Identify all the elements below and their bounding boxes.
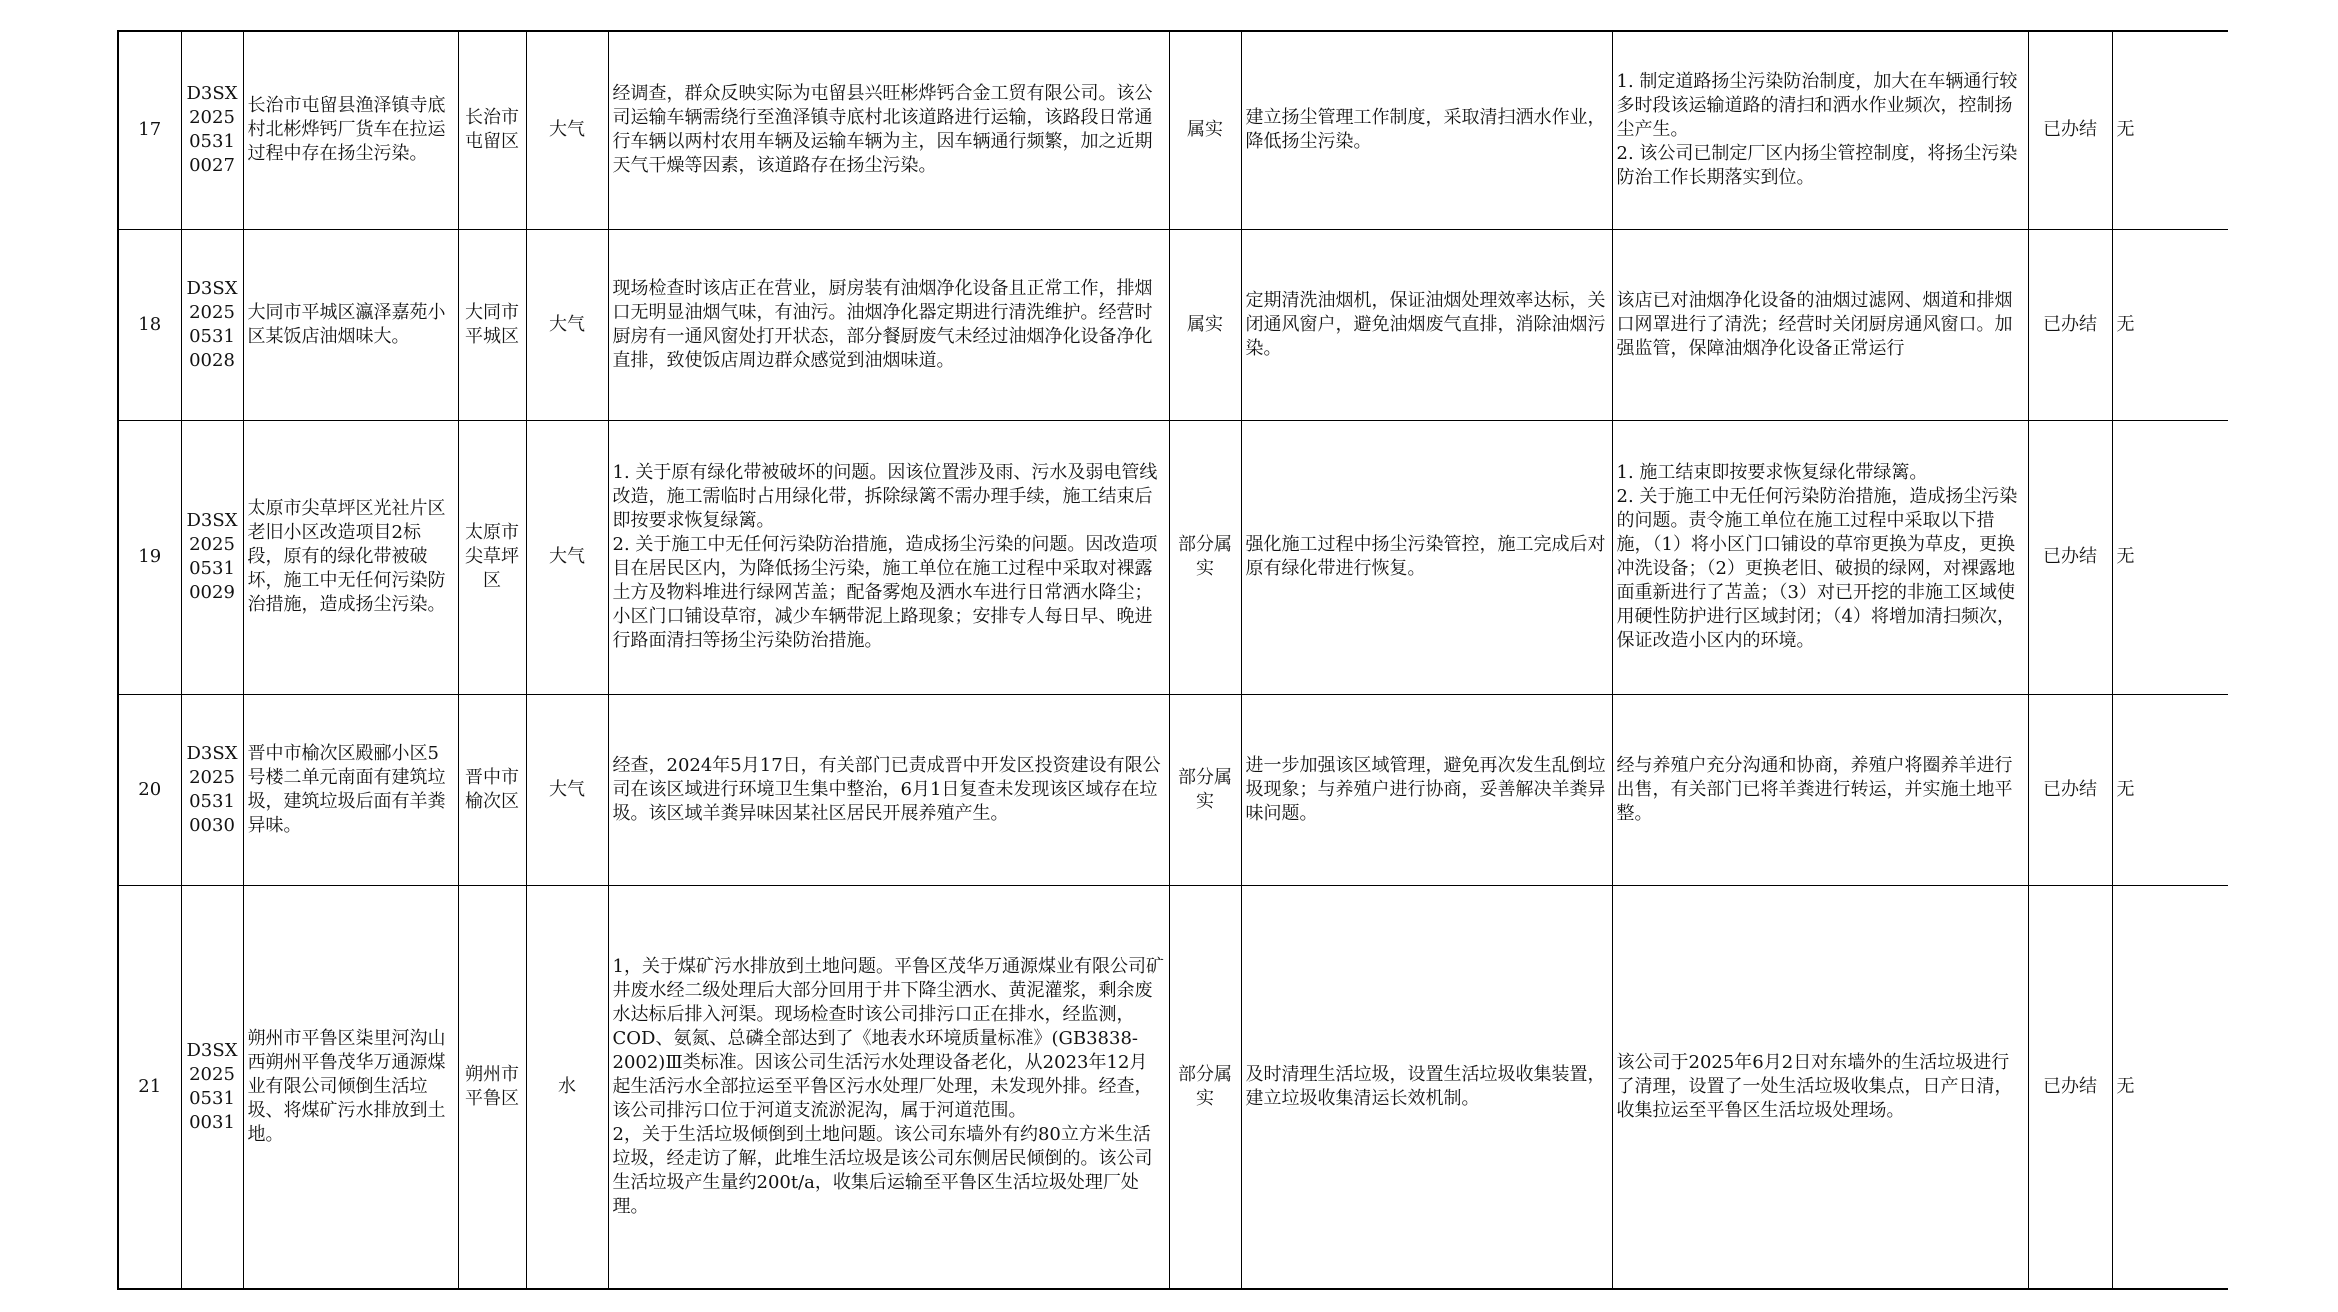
table-row [118,31,2228,229]
completion-status: 已办结 [2028,420,2112,694]
investigation-findings: 现场检查时该店正在营业，厨房装有油烟净化设备且正常工作，排烟口无明显油烟气味，有油污。油烟净化器定期进行清洗维护。经营时厨房有一通风窗处打开状态，部分餐厨废气未经过油烟净化设备净化直排，致使饭店周边群众感觉到油烟味道。 [612,277,1153,371]
pollution-type: 大气 [526,420,608,694]
rectification-actions: 经与养殖户充分沟通和协商，养殖户将圈养羊进行出售，有关部门已将羊粪进行转运，并实施土地平整。 [1616,754,2013,824]
administrative-region: 太原市尖草坪区 [458,420,526,694]
table-row [118,694,2228,885]
row-number: 19 [118,420,181,694]
investigation-findings: 1，关于煤矿污水排放到土地问题。平鲁区茂华万通源煤业有限公司矿井废水经二级处理后大部分回用于井下降尘洒水、黄泥灌浆，剩余废水达标后排入河渠。现场检查时该公司排污口正在排水，经监测，COD、氨氮、总磷全部达到了《地表水环境质量标准》(GB3838-2002)Ⅲ类标准。因该公司生活污水处理设备老化，从2023年12月起生活污水全部拉运至平鲁区污水处理厂处理，未发现外排。经查，该公司排污口位于河道支流淤泥沟，属于河道范围。 2，关于生活垃圾倾倒到土地问题。该公司东墙外有约80立方米生活垃圾，经走访了解，此堆生活垃圾是该公司东侧居民倾倒的。该公司生活垃圾产生量约200t/a，收集后运输至平鲁区生活垃圾处理厂处理。 [612,955,1164,1217]
row-number: 20 [118,694,181,885]
investigation-findings: 经调查，群众反映实际为屯留县兴旺彬烨钙合金工贸有限公司。该公司运输车辆需绕行至渔泽镇寺底村北该道路进行运输，该路段日常通行车辆以两村农用车辆及运输车辆为主，因车辆通行频繁，加之近期天气干燥等因素，该道路存在扬尘污染。 [612,83,1153,177]
table-row [118,885,2228,1289]
rectification-actions: 该店已对油烟净化设备的油烟过滤网、烟道和排烟口网罩进行了清洗；经营时关闭厨房通风窗口。加强监管，保障油烟净化设备正常运行 [1616,289,2013,359]
row-number: 18 [118,229,181,420]
administrative-region: 晋中市榆次区 [458,694,526,885]
pollution-type: 大气 [526,694,608,885]
complaint-content: 朔州市平鲁区柒里河沟山西朔州平鲁茂华万通源煤业有限公司倾倒生活垃圾、将煤矿污水排放到土地。 [243,885,458,1289]
complaint-table [117,30,2228,1290]
administrative-region: 朔州市平鲁区 [458,885,526,1289]
investigation-findings: 经查，2024年5月17日，有关部门已责成晋中开发区投资建设有限公司在该区域进行环境卫生集中整治，6月1日复查未发现该区域存在垃圾。该区域羊粪异味因某社区居民开展养殖产生。 [612,754,1161,824]
verification-result: 部分属实 [1169,885,1241,1289]
case-code: D3SX20250531 0031 [181,885,243,1289]
rectification-actions: 该公司于2025年6月2日对东墙外的生活垃圾进行了清理，设置了一处生活垃圾收集点，日产日清，收集拉运至平鲁区生活垃圾处理场。 [1616,1051,2013,1121]
row-number: 17 [118,31,181,229]
handling-measures: 及时清理生活垃圾，设置生活垃圾收集装置，建立垃圾收集清运长效机制。 [1241,885,1612,1289]
case-code: D3SX20250531 0030 [181,694,243,885]
complaint-content: 太原市尖草坪区光社片区老旧小区改造项目2标段，原有的绿化带被破坏，施工中无任何污染防治措施，造成扬尘污染。 [243,420,458,694]
investigation-findings: 1. 关于原有绿化带被破坏的问题。因该位置涉及雨、污水及弱电管线改造，施工需临时占用绿化带，拆除绿篱不需办理手续，施工结束后即按要求恢复绿篱。 2. 关于施工中无任何污染防治措施，造成扬尘污染的问题。因改造项目在居民区内，为降低扬尘污染，施工单位在施工过程中采取对裸露土方及物料堆进行绿网苫盖；配备雾炮及洒水车进行日常洒水降尘；小区门口铺设草帘，减少车辆带泥上路现象；安排专人每日早、晚进行路面清扫等扬尘污染防治措施。 [612,462,1158,651]
complaint-table-sheet [117,30,2227,1288]
pollution-type: 水 [526,885,608,1289]
handling-measures: 建立扬尘管理工作制度，采取清扫洒水作业，降低扬尘污染。 [1241,31,1612,229]
handling-measures: 进一步加强该区域管理，避免再次发生乱倒垃圾现象；与养殖户进行协商，妥善解决羊粪异味问题。 [1241,694,1612,885]
accountability-note: 无 [2112,31,2228,229]
completion-status: 已办结 [2028,31,2112,229]
accountability-note: 无 [2112,420,2228,694]
completion-status: 已办结 [2028,885,2112,1289]
table-row [118,229,2228,420]
rectification-actions: 1. 制定道路扬尘污染防治制度，加大在车辆通行较多时段该运输道路的清扫和洒水作业频次，控制扬尘产生。 2. 该公司已制定厂区内扬尘管控制度，将扬尘污染防治工作长期落实到位。 [1616,71,2018,189]
case-code: D3SX20250531 0028 [181,229,243,420]
completion-status: 已办结 [2028,694,2112,885]
verification-result: 部分属实 [1169,420,1241,694]
administrative-region: 长治市屯留区 [458,31,526,229]
complaint-content: 长治市屯留县渔泽镇寺底村北彬烨钙厂货车在拉运过程中存在扬尘污染。 [243,31,458,229]
verification-result: 属实 [1169,229,1241,420]
completion-status: 已办结 [2028,229,2112,420]
administrative-region: 大同市平城区 [458,229,526,420]
pollution-type: 大气 [526,31,608,229]
row-number: 21 [118,885,181,1289]
accountability-note: 无 [2112,694,2228,885]
complaint-content: 晋中市榆次区殿郦小区5号楼二单元南面有建筑垃圾，建筑垃圾后面有羊粪异味。 [243,694,458,885]
accountability-note: 无 [2112,229,2228,420]
handling-measures: 定期清洗油烟机，保证油烟处理效率达标，关闭通风窗户，避免油烟废气直排，消除油烟污染。 [1241,229,1612,420]
pollution-type: 大气 [526,229,608,420]
handling-measures: 强化施工过程中扬尘污染管控，施工完成后对原有绿化带进行恢复。 [1241,420,1612,694]
case-code: D3SX20250531 0027 [181,31,243,229]
rectification-actions: 1. 施工结束即按要求恢复绿化带绿篱。 2. 关于施工中无任何污染防治措施，造成扬尘污染的问题。责令施工单位在施工过程中采取以下措施，（1）将小区门口铺设的草帘更换为草皮，更换冲洗设备；（2）更换老旧、破损的绿网，对裸露地面重新进行了苫盖；（3）对已开挖的非施工区域使用硬性防护进行区域封闭；（4）将增加清扫频次，保证改造小区内的环境。 [1616,462,2018,651]
case-code: D3SX20250531 0029 [181,420,243,694]
table-row [118,420,2228,694]
verification-result: 属实 [1169,31,1241,229]
complaint-content: 大同市平城区瀛泽嘉苑小区某饭店油烟味大。 [243,229,458,420]
verification-result: 部分属实 [1169,694,1241,885]
accountability-note: 无 [2112,885,2228,1289]
